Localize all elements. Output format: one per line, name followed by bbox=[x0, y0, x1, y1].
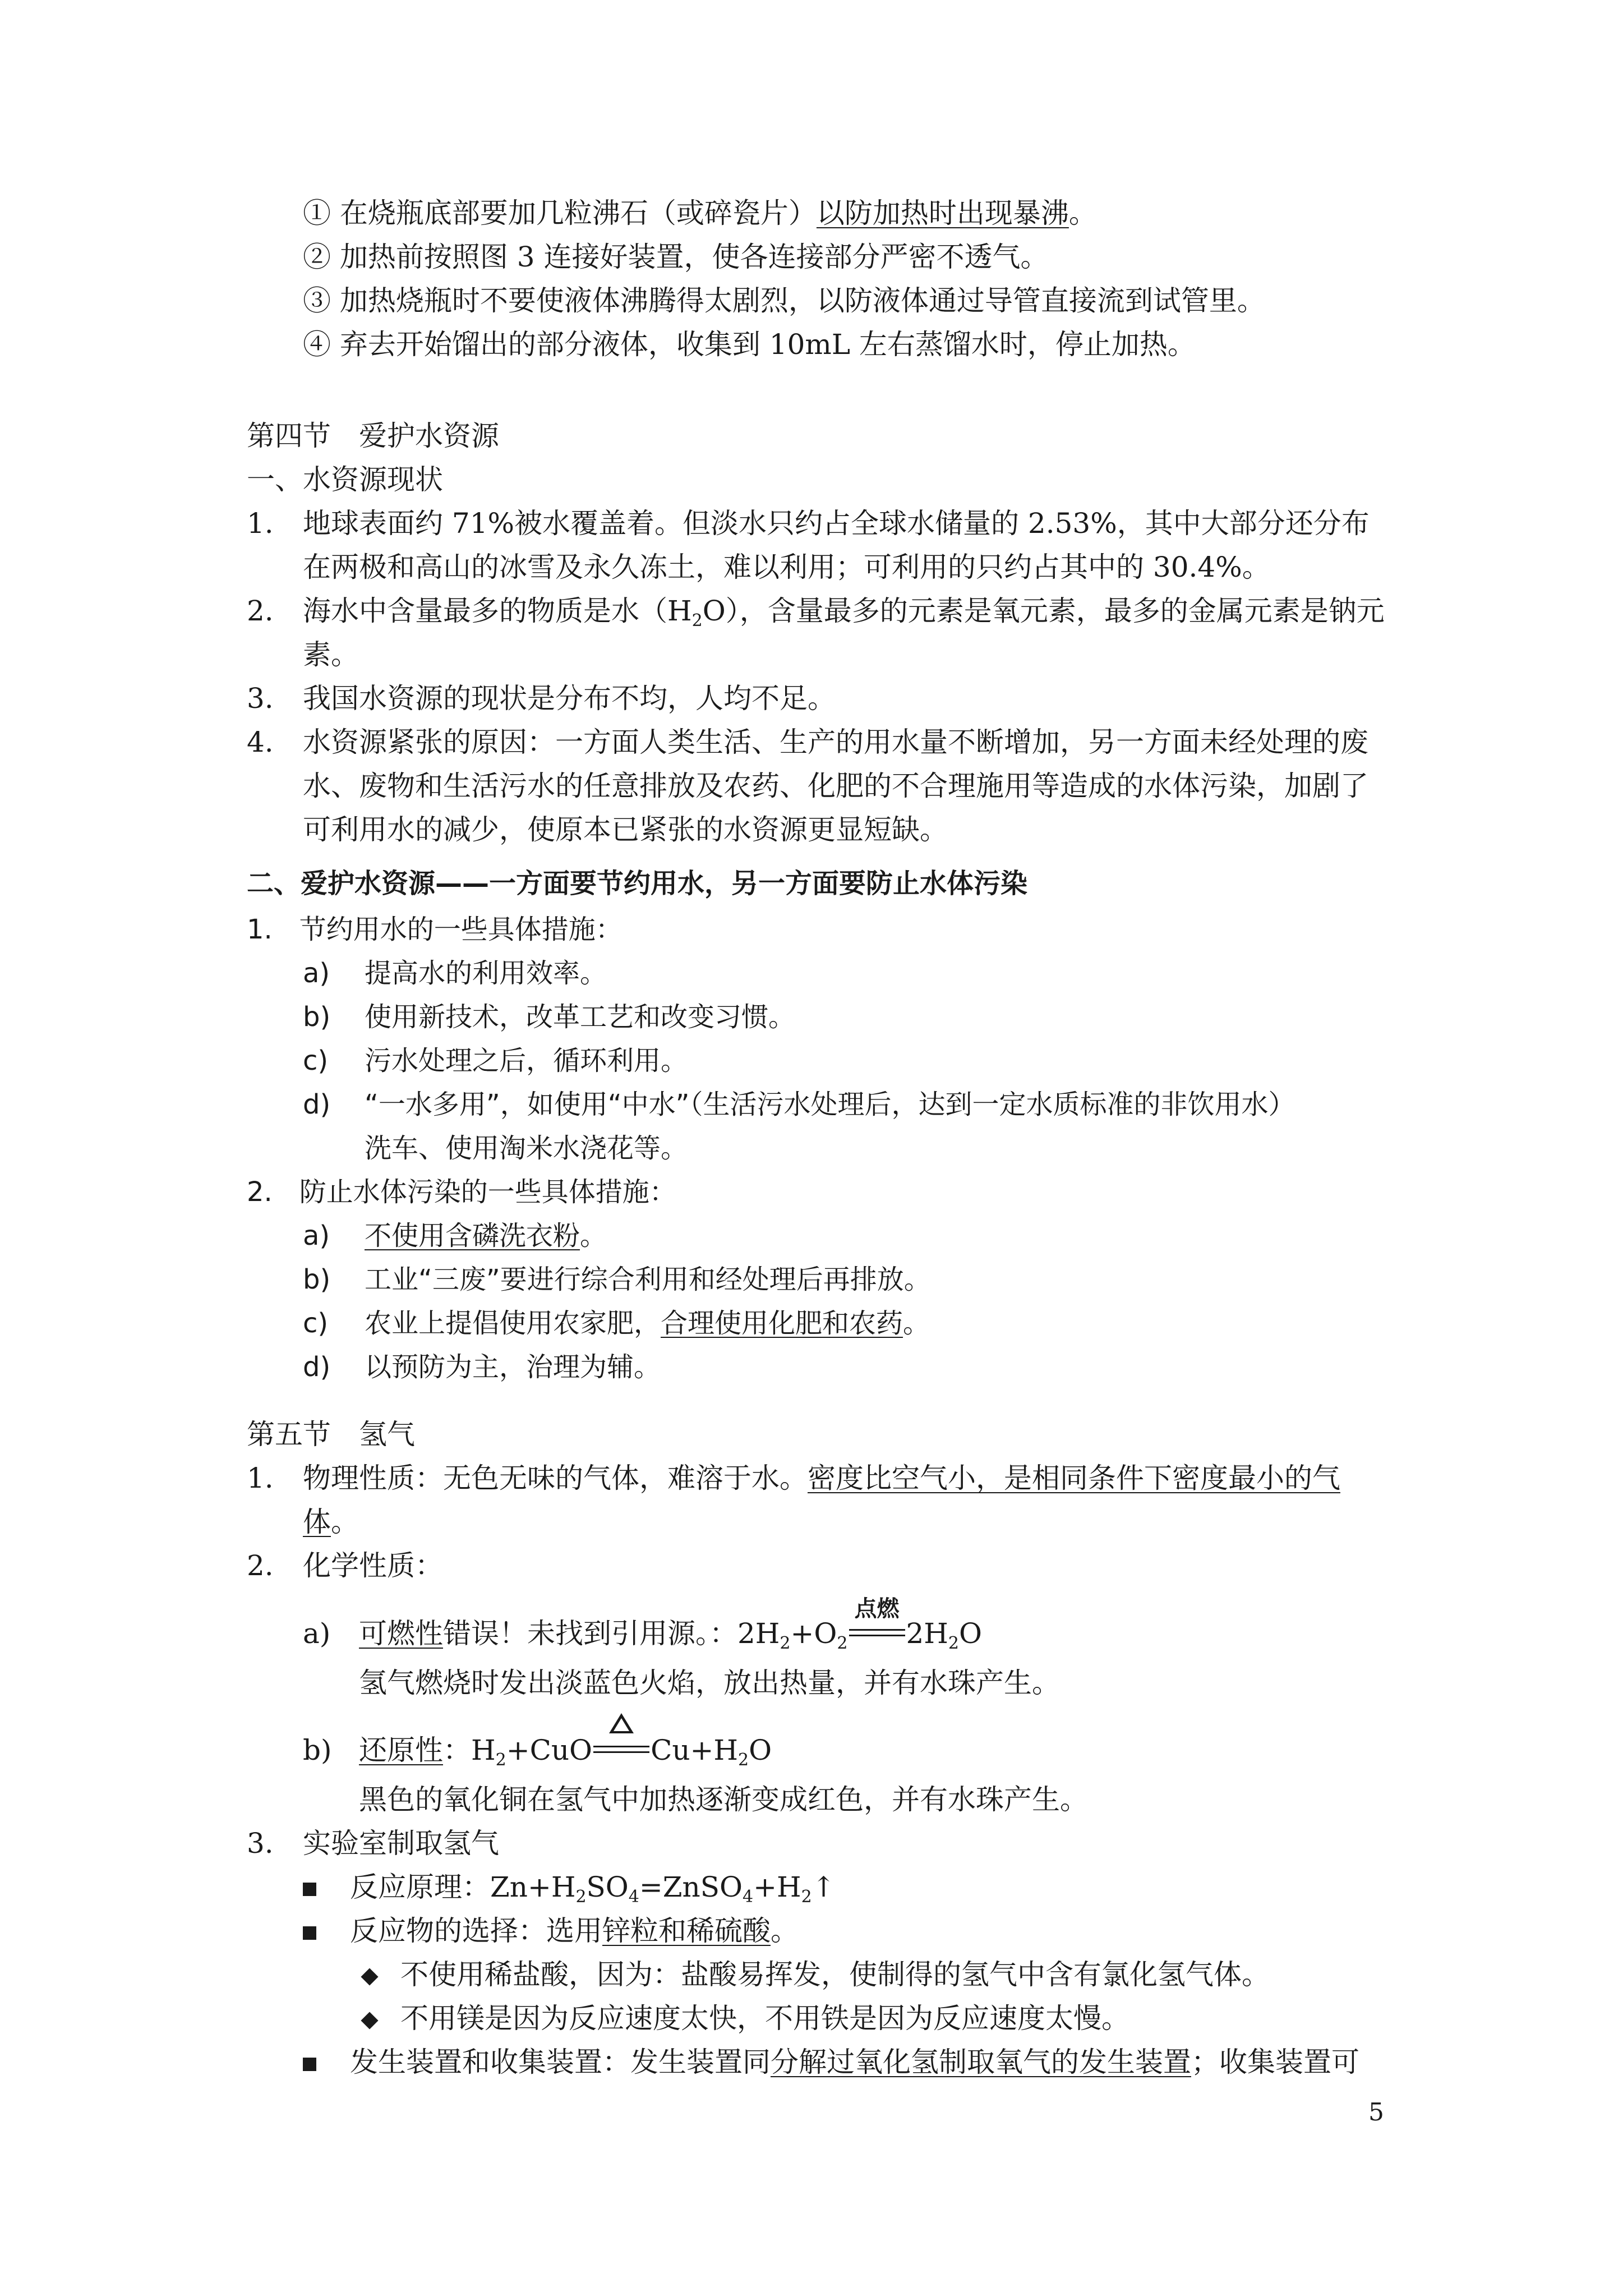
save-item-d-line2: 洗车、使用淘米水浇花等。 bbox=[365, 1133, 688, 1164]
lab-prep-number: 3. bbox=[247, 1827, 274, 1860]
step-1-underlined: 以防加热时出现暴沸 bbox=[816, 197, 1069, 229]
step-4 bbox=[303, 328, 1196, 361]
combustion-underlined: 可燃性 bbox=[359, 1617, 443, 1650]
reason-1-text: 不使用稀盐酸，因为：盐酸易挥发，使制得的氢气中含有氯化氢气体。 bbox=[400, 1958, 1270, 1991]
prevent-item-d-label: d) bbox=[303, 1351, 331, 1383]
s4-item-2-line2: 素。 bbox=[303, 638, 359, 671]
square-bullet-icon bbox=[303, 1883, 316, 1896]
prevent-item-d-text: 以预防为主，治理为辅。 bbox=[365, 1351, 661, 1383]
phys-prop-line1 bbox=[247, 1461, 1340, 1495]
section-4-title: 第四节 爱护水资源 bbox=[247, 420, 499, 452]
reduction-line bbox=[303, 1733, 772, 1770]
reason-2-text: 不用镁是因为反应速度太快，不用铁是因为反应速度太慢。 bbox=[400, 2002, 1129, 2035]
combustion-error-text: 错误！未找到引用源。： bbox=[443, 1617, 737, 1650]
principle-line bbox=[303, 1870, 836, 1907]
prevent-item-a-label: a) bbox=[303, 1220, 330, 1251]
phys-prop-line2 bbox=[303, 1505, 359, 1539]
s4-item-4-number: 4. bbox=[247, 726, 274, 758]
lab-prep-title bbox=[247, 1826, 499, 1860]
principle-equation: $Zn+H_2SO_4=ZnSO_4+H_2↑$ bbox=[490, 1871, 836, 1907]
s4-item-4-line2: 水、废物和生活污水的任意排放及农药、化肥的不合理施用等造成的水体污染，加剧了 bbox=[303, 770, 1368, 802]
prevent-item-c-underlined: 合理使用化肥和农药 bbox=[661, 1308, 903, 1339]
reactant-choice-text: 反应物的选择：选用 bbox=[350, 1915, 602, 1947]
step-1-post: 。 bbox=[1068, 197, 1097, 229]
s4-item-3-text: 我国水资源的现状是分布不均，人均不足。 bbox=[303, 682, 836, 715]
save-item-a-label: a) bbox=[303, 958, 330, 989]
diamond-bullet-icon bbox=[361, 2012, 378, 2029]
combustion-equation-lhs: $2H_2+O_2$ bbox=[737, 1617, 848, 1653]
step-4-text: 弃去开始馏出的部分液体，收集到 10mL 左右蒸馏水时，停止加热。 bbox=[339, 328, 1196, 361]
phys-prop-post: 。 bbox=[331, 1506, 359, 1538]
apparatus-post: ；收集装置可 bbox=[1191, 2046, 1359, 2078]
s4-item-4-line1 bbox=[247, 725, 1368, 759]
prevent-item-c bbox=[303, 1306, 930, 1340]
page-number: 5 bbox=[1368, 2098, 1384, 2127]
chem-prop-number: 2. bbox=[247, 1549, 274, 1582]
save-item-c-text: 污水处理之后，循环利用。 bbox=[365, 1045, 688, 1076]
step-1-mark: ① bbox=[303, 197, 331, 229]
save-item-c bbox=[303, 1044, 688, 1078]
combustion-label: a) bbox=[303, 1617, 331, 1650]
square-bullet-icon bbox=[303, 2058, 316, 2071]
s4-item-1-line1 bbox=[247, 507, 1370, 540]
s4-item-4-line3: 可利用水的减少，使原本已紧张的水资源更显短缺。 bbox=[303, 813, 948, 846]
square-bullet-icon bbox=[303, 1926, 316, 1940]
s4-item-2-number: 2. bbox=[247, 595, 274, 627]
s4-item-3-number: 3. bbox=[247, 682, 274, 715]
s4-item-4-text: 水资源紧张的原因：一方面人类生活、生产的用水量不断增加，另一方面未经处理的废 bbox=[303, 726, 1368, 758]
apparatus-line bbox=[303, 2045, 1359, 2079]
save-item-d-label: d) bbox=[303, 1089, 331, 1120]
reactant-choice-line bbox=[303, 1914, 799, 1948]
save-water-title: 1. 节约用水的一些具体措施： bbox=[247, 914, 623, 945]
reactant-choice-underlined: 锌粒和稀硫酸 bbox=[602, 1915, 771, 1947]
step-2-text: 加热前按照图 3 连接好装置，使各连接部分严密不透气。 bbox=[339, 241, 1049, 273]
section-4-part1-title: 一、水资源现状 bbox=[247, 463, 443, 496]
reduction-label: b) bbox=[303, 1734, 332, 1766]
step-3-mark: ③ bbox=[303, 284, 331, 317]
save-item-d-text: “一水多用”，如使用“中水”（生活污水处理后，达到一定水质标准的非饮用水） bbox=[365, 1089, 1295, 1120]
section-5-title: 第五节 氢气 bbox=[247, 1418, 415, 1451]
save-item-d bbox=[303, 1088, 1295, 1121]
reason-2-line bbox=[359, 2001, 1129, 2035]
reduction-colon: ： bbox=[443, 1734, 471, 1766]
prevent-item-b-label: b) bbox=[303, 1264, 331, 1295]
save-item-c-label: c) bbox=[303, 1045, 329, 1076]
lab-prep-text: 实验室制取氢气 bbox=[303, 1827, 499, 1860]
prevent-item-b bbox=[303, 1263, 931, 1296]
reduction-note: 黑色的氧化铜在氢气中加热逐渐变成红色，并有水珠产生。 bbox=[359, 1783, 1088, 1816]
ignite-condition-arrow bbox=[849, 1596, 905, 1650]
step-3 bbox=[303, 284, 1265, 318]
s4-item-2-subscript: 2 bbox=[691, 611, 703, 631]
save-item-a-text: 提高水的利用效率。 bbox=[365, 958, 607, 989]
prevent-item-a bbox=[303, 1219, 607, 1253]
s4-item-1-line2: 在两极和高山的冰雪及永久冻土，难以利用；可利用的只约占其中的 30.4%。 bbox=[303, 551, 1270, 583]
save-item-a bbox=[303, 956, 607, 990]
save-item-b bbox=[303, 1000, 795, 1034]
principle-label: 反应原理： bbox=[350, 1871, 490, 1903]
s4-item-3 bbox=[247, 682, 836, 715]
prevent-item-a-post: 。 bbox=[580, 1220, 607, 1251]
heat-triangle-icon bbox=[609, 1713, 634, 1733]
phys-prop-underlined: 密度比空气小，是相同条件下密度最小的气 bbox=[808, 1462, 1340, 1494]
heat-condition-arrow bbox=[593, 1733, 649, 1767]
apparatus-text: 发生装置和收集装置：发生装置同 bbox=[350, 2046, 771, 2078]
phys-prop-number: 1. bbox=[247, 1462, 274, 1494]
save-item-b-label: b) bbox=[303, 1001, 331, 1033]
prevent-item-b-text: 工业“三废”要进行综合利用和经处理后再排放。 bbox=[365, 1264, 931, 1295]
apparatus-underlined: 分解过氧化氢制取氧气的发生装置 bbox=[771, 2046, 1191, 2078]
s4-item-2-text-b: O），含量最多的元素是氧元素，最多的金属元素是钠元 bbox=[702, 595, 1385, 627]
reduction-underlined: 还原性 bbox=[359, 1734, 443, 1766]
section-4-part2-title: 二、爱护水资源——一方面要节约用水，另一方面要防止水体污染 bbox=[247, 868, 1028, 899]
ignite-condition-label: 点燃 bbox=[854, 1596, 900, 1622]
combustion-line bbox=[303, 1596, 983, 1653]
phys-prop-underlined-2: 体 bbox=[303, 1506, 331, 1538]
step-1 bbox=[303, 196, 1097, 230]
prevent-item-a-text: 不使用含磷洗衣粉 bbox=[365, 1220, 580, 1251]
s4-item-2-line1 bbox=[247, 594, 1385, 631]
prevent-pollution-title: 2. 防止水体污染的一些具体措施： bbox=[247, 1176, 676, 1208]
step-4-mark: ④ bbox=[303, 328, 331, 361]
step-2 bbox=[303, 240, 1049, 274]
combustion-equation-rhs: $2H_2O$ bbox=[906, 1617, 983, 1653]
chem-prop-text: 化学性质： bbox=[303, 1549, 443, 1582]
chem-prop-title bbox=[247, 1549, 443, 1582]
save-item-b-text: 使用新技术，改革工艺和改变习惯。 bbox=[365, 1001, 796, 1033]
combustion-note: 氢气燃烧时发出淡蓝色火焰，放出热量，并有水珠产生。 bbox=[359, 1667, 1060, 1699]
reactant-choice-post: 。 bbox=[771, 1915, 799, 1947]
prevent-item-c-label: c) bbox=[303, 1308, 329, 1339]
phys-prop-text: 物理性质：无色无味的气体，难溶于水。 bbox=[303, 1462, 808, 1494]
step-2-mark: ② bbox=[303, 241, 331, 273]
reduction-equation-lhs: $H_2+CuO$ bbox=[471, 1734, 593, 1770]
s4-item-1-number: 1. bbox=[247, 507, 274, 540]
reason-1-line bbox=[359, 1958, 1270, 1991]
prevent-item-d bbox=[303, 1350, 661, 1384]
prevent-item-c-text: 农业上提倡使用农家肥， bbox=[365, 1308, 661, 1339]
step-1-text: 在烧瓶底部要加几粒沸石（或碎瓷片） bbox=[339, 197, 817, 229]
step-3-text: 加热烧瓶时不要使液体沸腾得太剧烈，以防液体通过导管直接流到试管里。 bbox=[339, 284, 1265, 317]
s4-item-2-text-a: 海水中含量最多的物质是水（H bbox=[303, 595, 692, 627]
s4-item-1-text: 地球表面约 71%被水覆盖着。但淡水只约占全球水储量的 2.53%，其中大部分还分布 bbox=[303, 507, 1370, 540]
diamond-bullet-icon bbox=[361, 1968, 378, 1985]
reduction-equation-rhs: $Cu+H_2O$ bbox=[651, 1734, 772, 1770]
prevent-item-c-post: 。 bbox=[903, 1308, 930, 1339]
